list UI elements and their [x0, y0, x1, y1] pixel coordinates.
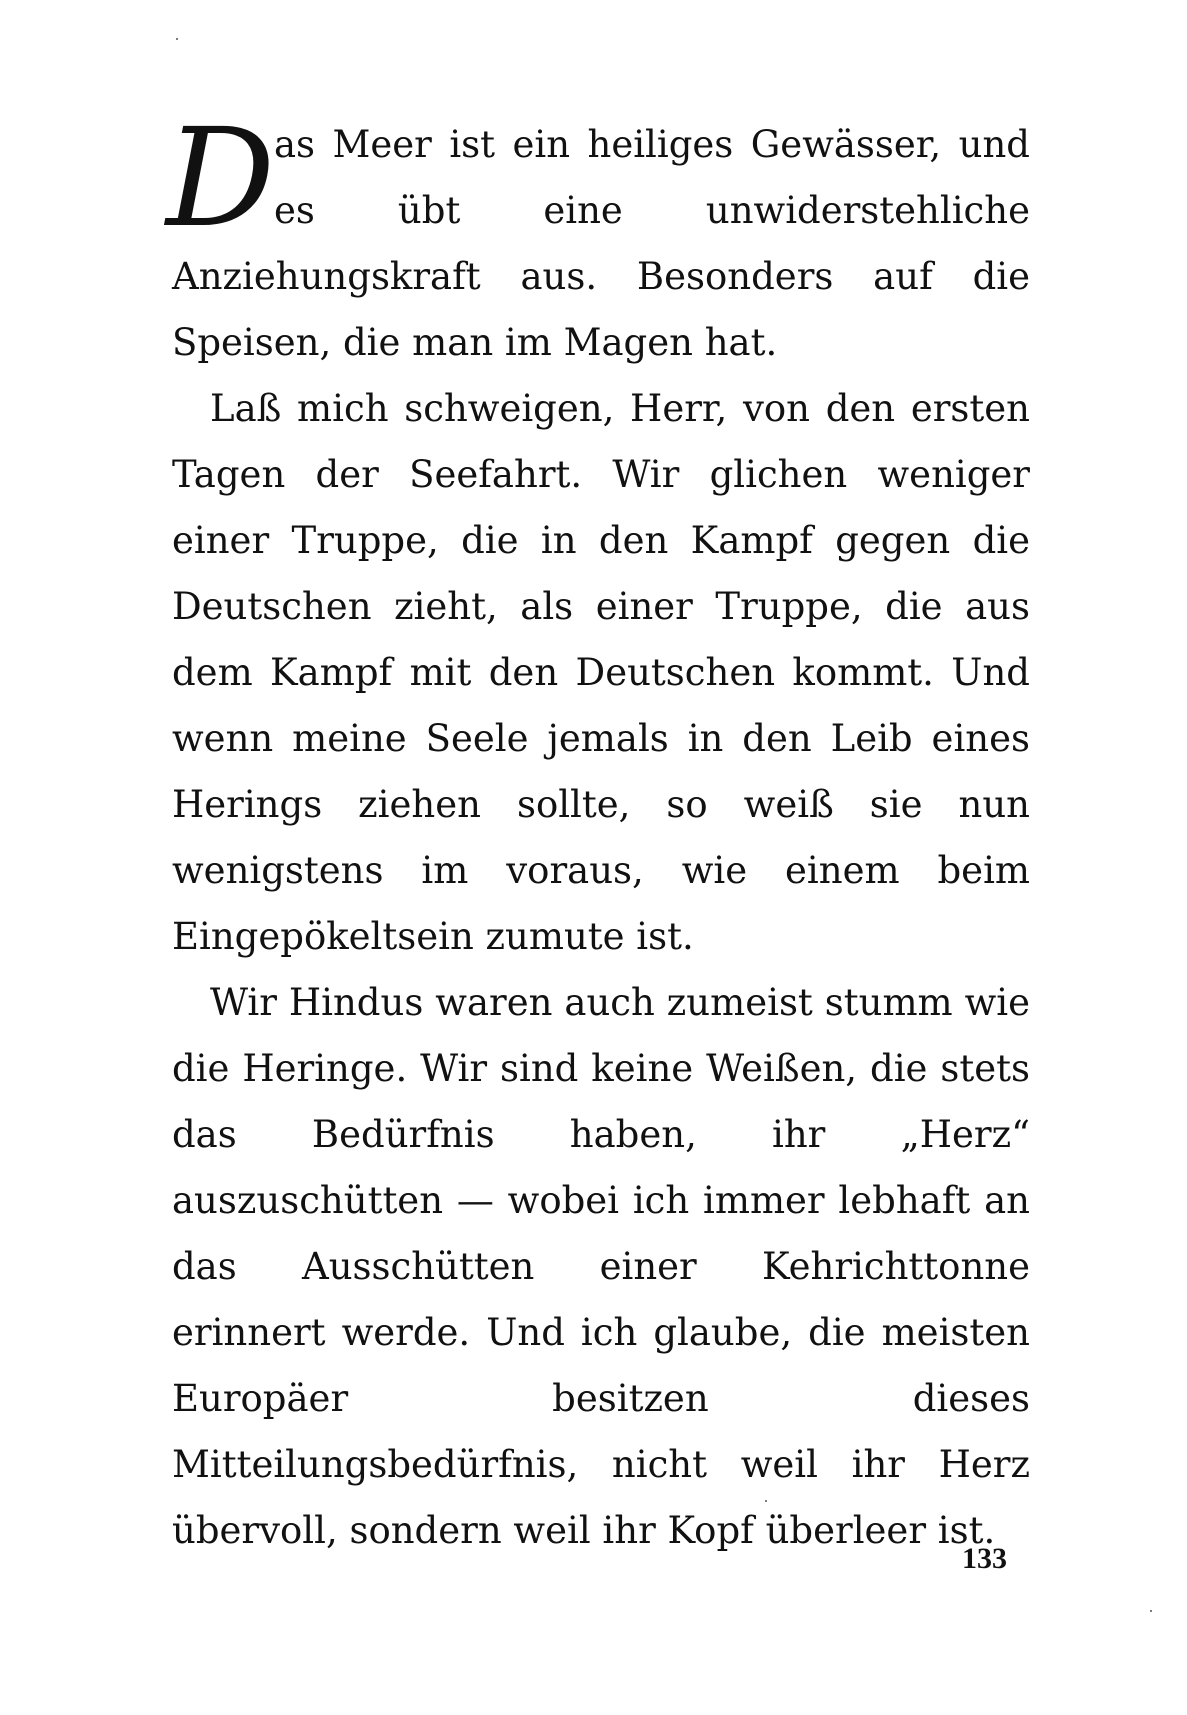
- paragraph-1: [166, 100, 1030, 376]
- drop-cap-initial: D: [166, 100, 276, 258]
- body-text: [166, 100, 1030, 1564]
- paper-speck: [176, 38, 178, 40]
- paper-speck: [1150, 1610, 1152, 1612]
- page-number: 133: [962, 1542, 1007, 1575]
- paragraph-3-text: Wir Hindus waren auch zumeist stumm wie die Heringe. Wir sind keine Weißen, die stets das Bedürfnis haben, ihr „Herz“ auszuschütten — wobei ich immer lebhaft an das Ausschütten einer Kehrichttonne erinnert werde. Und ich glaube, die meisten Europäer besitzen dieses Mitteilungsbedürfnis, nicht weil ihr Herz übervoll, sondern weil ihr Kopf überleer ist.: [172, 981, 1030, 1552]
- paragraph-2: [172, 376, 1030, 970]
- paragraph-1-text: as Meer ist ein heiliges Gewässer, und es übt eine unwiderstehliche Anziehungskraft aus. Besonders auf die Speisen, die man im Magen hat.: [172, 123, 1030, 364]
- paragraph-2-text: Laß mich schweigen, Herr, von den ersten Tagen der Seefahrt. Wir glichen weniger einer Truppe, die in den Kampf gegen die Deutschen zieht, als einer Truppe, die aus dem Kampf mit den Deutschen kommt. Und wenn meine Seele jemals in den Leib eines Herings ziehen sollte, so weiß sie nun wenigstens im voraus, wie einem beim Eingepökeltsein zumute ist.: [172, 387, 1030, 958]
- paragraph-3: [172, 970, 1030, 1564]
